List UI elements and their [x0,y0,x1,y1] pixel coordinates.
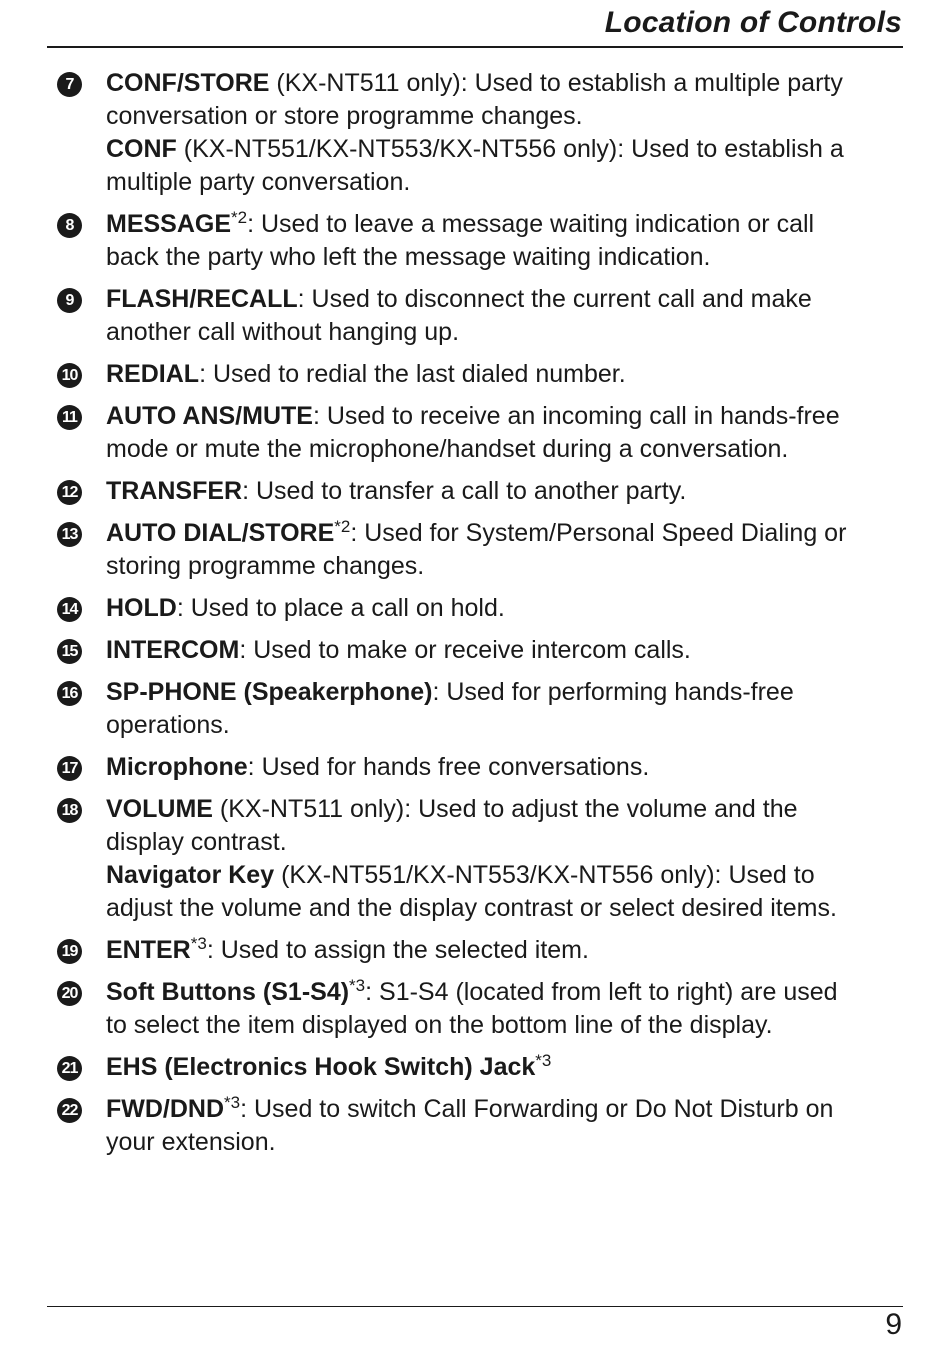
list-item [57,283,857,349]
control-label: CONF [106,135,177,163]
item-paragraph [106,934,857,967]
item-text [106,358,857,391]
item-paragraph [106,517,857,583]
control-label: FWD/DND [106,1095,225,1123]
item-paragraph [106,475,857,508]
item-paragraph [106,67,857,133]
control-description: : Used to make or receive intercom calls. [239,636,691,664]
control-description: : Used to transfer a call to another party. [242,477,687,505]
item-text [106,751,857,784]
control-description: : Used to leave a message waiting indication or call back the party who left the message waiting indication. [106,210,815,271]
item-text [106,1051,857,1084]
footnote-ref: *3 [535,1051,552,1070]
item-number-badge: 13 [57,522,82,547]
item-paragraph [106,793,857,859]
page-number: 9 [885,1308,902,1341]
list-item [57,676,857,742]
footnote-ref: *2 [231,208,248,227]
control-label: INTERCOM [106,636,240,664]
item-number-badge: 19 [57,939,82,964]
item-text [106,793,857,925]
item-text [106,208,857,274]
control-label: Soft Buttons (S1-S4) [106,978,350,1006]
control-label: REDIAL [106,360,200,388]
item-text [106,634,857,667]
item-number-badge: 20 [57,981,82,1006]
control-description: (KX-NT511 only): Used to adjust the volume and the display contrast. [106,795,798,856]
item-paragraph [106,1051,857,1084]
item-number-badge: 17 [57,756,82,781]
list-item [57,934,857,967]
footer-rule [47,1306,903,1307]
item-number-badge: 11 [57,405,82,430]
item-number-badge: 14 [57,597,82,622]
item-text [106,1093,857,1159]
list-item [57,1051,857,1084]
item-text [106,517,857,583]
item-number-badge: 18 [57,798,82,823]
control-label: EHS (Electronics Hook Switch) Jack [106,1053,536,1081]
item-text [106,592,857,625]
item-number-badge: 10 [57,363,82,388]
item-number-badge: 7 [57,72,82,97]
list-item [57,67,857,199]
control-description: : Used for System/Personal Speed Dialing or storing programme changes. [106,519,847,580]
list-item [57,793,857,925]
control-description: : Used for performing hands-free operations. [106,678,794,739]
list-item [57,1093,857,1159]
item-paragraph [106,1093,857,1159]
page-title: Location of Controls [604,6,902,39]
control-description: : S1-S4 (located from left to right) are used to select the item displayed on the bottom line of the display. [106,978,838,1039]
list-item [57,592,857,625]
item-text [106,976,857,1042]
control-label: MESSAGE [106,210,232,238]
item-paragraph [106,208,857,274]
controls-list [57,67,857,1168]
list-item [57,208,857,274]
list-item [57,976,857,1042]
footnote-ref: *3 [190,934,207,953]
control-description: : Used to redial the last dialed number. [199,360,626,388]
item-paragraph [106,400,857,466]
control-label: Navigator Key [106,861,275,889]
control-description: (KX-NT551/KX-NT553/KX-NT556 only): Used to establish a multiple party conversation. [106,135,844,196]
item-text [106,934,857,967]
control-label: FLASH/RECALL [106,285,298,313]
item-text [106,67,857,199]
list-item [57,358,857,391]
item-text [106,400,857,466]
control-label: TRANSFER [106,477,243,505]
item-number-badge: 9 [57,288,82,313]
item-paragraph [106,634,857,667]
item-number-badge: 22 [57,1098,82,1123]
control-label: SP-PHONE (Speakerphone) [106,678,433,706]
list-item [57,400,857,466]
list-item [57,751,857,784]
footnote-ref: *3 [349,976,366,995]
item-paragraph [106,859,857,925]
item-number-badge: 16 [57,681,82,706]
control-description: (KX-NT511 only): Used to establish a multiple party conversation or store programme changes. [106,69,843,130]
control-description: : Used to receive an incoming call in hands-free mode or mute the microphone/handset during a conversation. [106,402,840,463]
footnote-ref: *2 [334,517,351,536]
control-description: : Used for hands free conversations. [247,753,650,781]
item-paragraph [106,676,857,742]
item-text [106,283,857,349]
item-paragraph [106,133,857,199]
control-label: CONF/STORE [106,69,270,97]
item-paragraph [106,358,857,391]
footnote-ref: *3 [224,1093,241,1112]
list-item [57,517,857,583]
control-description: : Used to switch Call Forwarding or Do Not Disturb on your extension. [106,1095,834,1156]
item-paragraph [106,283,857,349]
item-number-badge: 8 [57,213,82,238]
control-description: (KX-NT551/KX-NT553/KX-NT556 only): Used to adjust the volume and the display contrast or select desired items. [106,861,837,922]
header-rule [47,46,903,48]
item-text [106,676,857,742]
item-number-badge: 21 [57,1056,82,1081]
control-description: : Used to place a call on hold. [176,594,505,622]
list-item [57,475,857,508]
control-label: AUTO ANS/MUTE [106,402,313,430]
control-description: : Used to assign the selected item. [206,936,589,964]
control-label: HOLD [106,594,177,622]
list-item [57,634,857,667]
item-paragraph [106,976,857,1042]
control-label: ENTER [106,936,191,964]
item-paragraph [106,592,857,625]
item-number-badge: 12 [57,480,82,505]
item-number-badge: 15 [57,639,82,664]
item-paragraph [106,751,857,784]
item-text [106,475,857,508]
control-label: AUTO DIAL/STORE [106,519,335,547]
control-label: Microphone [106,753,248,781]
control-label: VOLUME [106,795,213,823]
control-description: : Used to disconnect the current call and make another call without hanging up. [106,285,812,346]
